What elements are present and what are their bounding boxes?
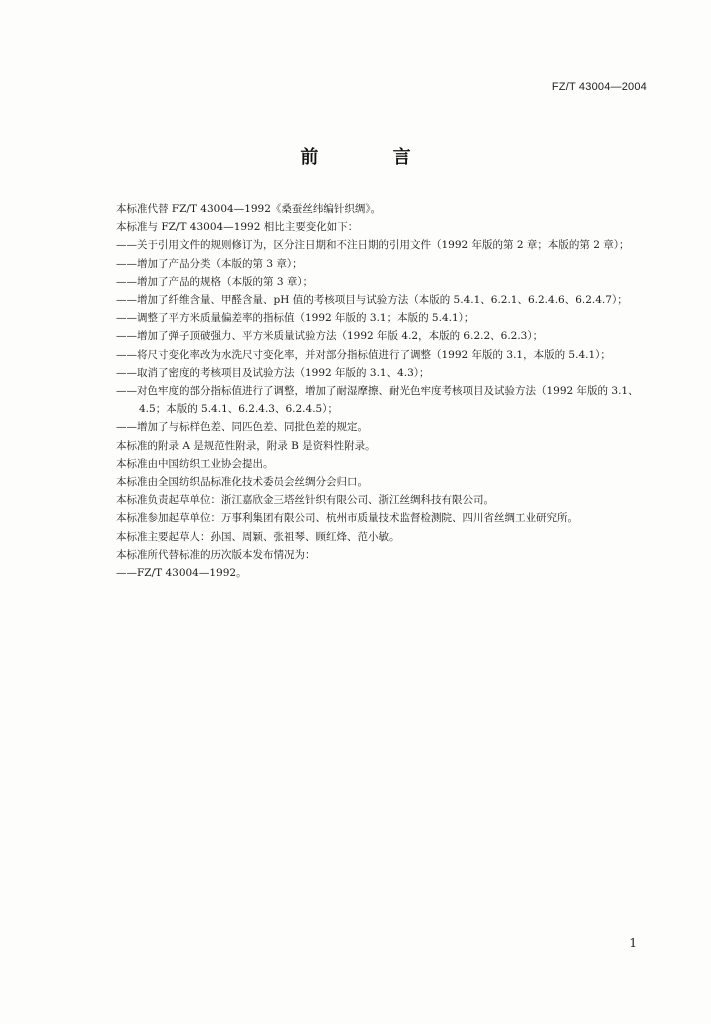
foreword-body (116, 200, 656, 582)
change-list-item: ——增加了与标样色差、同匹色差、同批色差的规定。 (116, 421, 368, 434)
paragraph-line: 本标准主要起草人：孙国、周颖、张祖琴、顾红烽、范小敏。 (116, 530, 400, 543)
paragraph-line: 本标准代替 FZ/T 43004—1992《桑蚕丝纬编针织绸》。 (116, 203, 382, 215)
paragraph-line: ——FZ/T 43004—1992。 (116, 567, 247, 580)
page-number: 1 (629, 936, 637, 950)
change-list-item: ——对色牢度的部分指标值进行了调整，增加了耐湿摩擦、耐光色牢度考核项目及试验方法（1992 年版的 3.1、4.5；本版的 5.4.1、6.2.4.3、6.2.4.5）； (116, 385, 639, 416)
change-list-item: ——增加了产品的规格（本版的第 3 章）； (116, 275, 314, 288)
change-list-item: ——调整了平方米质量偏差率的指标值（1992 年版的 3.1；本版的 5.4.1）； (116, 312, 475, 325)
paragraph-line: 本标准所代替标准的历次版本发布情况为： (116, 548, 316, 561)
change-list-item: ——关于引用文件的规则修订为，区分注日期和不注日期的引用文件（1992 年版的第 2 章；本版的第 2 章）； (116, 239, 630, 252)
paragraph-line: 本标准的附录 A 是规范性附录，附录 B 是资料性附录。 (116, 439, 376, 452)
change-list-item: ——将尺寸变化率改为水洗尺寸变化率，并对部分指标值进行了调整（1992 年版的 3.1，本版的 5.4.1）； (116, 348, 611, 361)
change-list-item: ——取消了密度的考核项目及试验方法（1992 年版的 3.1、4.3）； (116, 366, 430, 379)
paragraph-line: 本标准与 FZ/T 43004—1992 相比主要变化如下： (116, 221, 359, 234)
change-list-item: ——增加了弹子顶破强力、平方米质量试验方法（1992 年版 4.2，本版的 6.2.2、6.2.3）； (116, 330, 544, 343)
paragraph-line: 本标准由全国纺织品标准化技术委员会丝绸分会归口。 (116, 476, 368, 489)
paragraph-line: 本标准参加起草单位：万事利集团有限公司、杭州市质量技术监督检测院、四川省丝绸工业研究所。 (116, 512, 578, 525)
change-list-item: ——增加了产品分类（本版的第 3 章）； (116, 257, 303, 270)
paragraph-line: 本标准由中国纺织工业协会提出。 (116, 457, 274, 470)
paragraph-line: 本标准负责起草单位：浙江嘉欣金三塔丝针织有限公司、浙江丝绸科技有限公司。 (116, 494, 494, 507)
change-list-item: ——增加了纤维含量、甲醛含量、pH 值的考核项目与试验方法（本版的 5.4.1、6.2.1、6.2.4.6、6.2.4.7）； (116, 294, 628, 307)
standard-code: FZ/T 43004—2004 (551, 81, 647, 93)
page-title: 前 言 (300, 147, 445, 168)
